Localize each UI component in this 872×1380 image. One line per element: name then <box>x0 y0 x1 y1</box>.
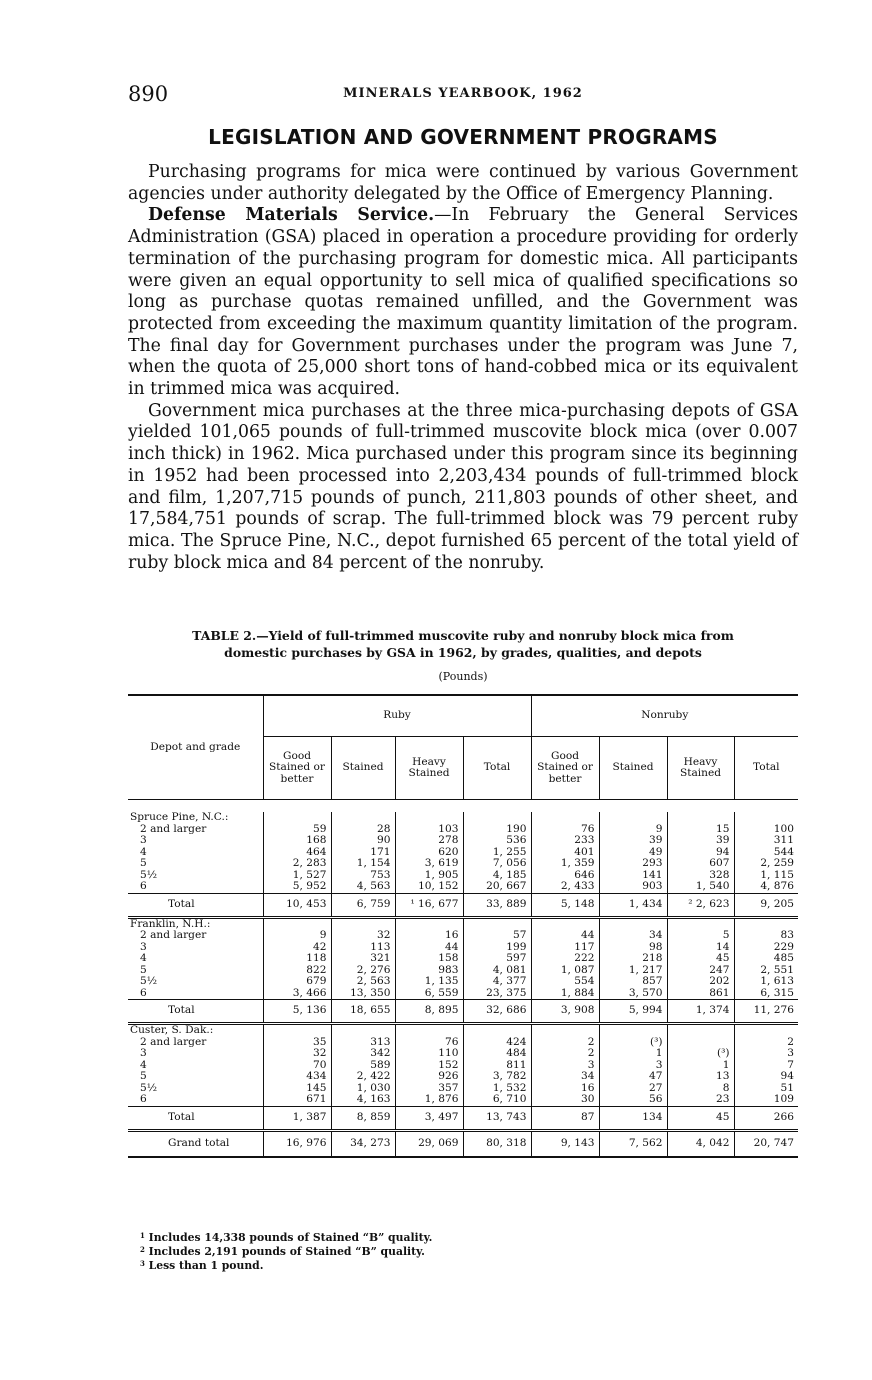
table-cell: 6, 759 <box>331 893 395 917</box>
table-cell: 45 <box>667 1106 734 1130</box>
table-cell: 8, 859 <box>331 1106 395 1130</box>
section-title: LEGISLATION AND GOVERNMENT PROGRAMS <box>208 125 718 149</box>
running-head <box>128 82 798 110</box>
table-cell <box>734 812 798 824</box>
table-cell: 4, 876 <box>734 881 798 893</box>
table-cell: 113 <box>331 942 395 954</box>
table-row <box>128 835 798 847</box>
footnote-mark: 1 <box>140 1231 145 1240</box>
table-cell: 822 <box>306 963 327 976</box>
row-label: Grand total <box>128 1130 263 1157</box>
table-cell: 620 <box>395 847 463 859</box>
table-cell <box>667 812 734 824</box>
row-label: 3 <box>128 942 263 954</box>
table-cell: 23, 375 <box>463 988 531 1000</box>
table-cell: 20, 747 <box>734 1130 798 1157</box>
running-title: MINERALS YEARBOOK, 1962 <box>343 86 583 101</box>
table-cell: 33, 889 <box>463 893 531 917</box>
table-cell: 6, 315 <box>734 988 798 1000</box>
table-cell: 2, 422 <box>331 1071 395 1083</box>
table-cell: 1, 217 <box>599 965 667 977</box>
table-cell: 218 <box>599 953 667 965</box>
table-cell: 2, 276 <box>331 965 395 977</box>
table-cell: 141 <box>599 870 667 882</box>
table-cell: 42 <box>313 940 327 953</box>
row-label: 5½ <box>128 870 263 882</box>
total-row <box>128 893 798 917</box>
spacer-row <box>128 800 798 813</box>
table-cell: 2 <box>734 1037 798 1049</box>
row-label: 2 and larger <box>128 1037 263 1049</box>
table-row <box>128 1083 798 1095</box>
table-cell: 103 <box>395 824 463 836</box>
table-cell: 2, 551 <box>734 965 798 977</box>
table-cell: 1 <box>667 1060 734 1072</box>
table-cell <box>395 1024 463 1037</box>
column-header: Total <box>734 737 798 800</box>
table-row <box>128 965 798 977</box>
table-cell: 926 <box>395 1071 463 1083</box>
table-cell: 1, 613 <box>734 976 798 988</box>
row-label: 4 <box>128 953 263 965</box>
table-cell: 3, 466 <box>292 986 327 999</box>
table-cell: 8 <box>667 1083 734 1095</box>
table-cell: 94 <box>734 1071 798 1083</box>
row-label: Custer, S. Dak.: <box>128 1024 263 1037</box>
footnote <box>140 1230 740 1244</box>
row-label: 5 <box>128 1071 263 1083</box>
table-cell: 4, 185 <box>463 870 531 882</box>
table-row <box>128 847 798 859</box>
paragraph <box>128 205 798 400</box>
table-cell: 311 <box>734 835 798 847</box>
table-cell: 10, 453 <box>263 893 331 917</box>
column-header: Heavy Stained <box>667 737 734 800</box>
group-header-ruby: Ruby <box>263 695 531 737</box>
table-cell: 32 <box>313 1047 327 1059</box>
table-cell: 1, 255 <box>463 847 531 859</box>
table-cell <box>667 1024 734 1037</box>
table-cell <box>395 812 463 824</box>
table-cell: 118 <box>306 952 327 964</box>
table-cell: 3 <box>531 1060 599 1072</box>
table-cell: 94 <box>667 847 734 859</box>
table-cell: 110 <box>395 1048 463 1060</box>
table-cell <box>263 1024 331 1037</box>
row-label: 6 <box>128 881 263 893</box>
table-cell: 59 <box>313 822 327 835</box>
table-cell: 4, 377 <box>463 976 531 988</box>
table-row <box>128 1094 798 1106</box>
table-cell: ¹ 16, 677 <box>395 893 463 917</box>
table-cell: 9 <box>599 824 667 836</box>
table-cell: 49 <box>599 847 667 859</box>
table-cell: 3, 497 <box>395 1106 463 1130</box>
table-cell: 32, 686 <box>463 1000 531 1024</box>
table-cell: 16 <box>531 1083 599 1095</box>
table-cell: 857 <box>599 976 667 988</box>
table-cell: 44 <box>395 942 463 954</box>
table-row <box>128 976 798 988</box>
table-cell: 202 <box>667 976 734 988</box>
table-cell: ² 2, 623 <box>667 893 734 917</box>
table-cell: 1, 527 <box>292 868 327 881</box>
table-cell: 1, 387 <box>263 1106 331 1130</box>
table-cell: 753 <box>331 870 395 882</box>
table-cell: 5 <box>667 930 734 942</box>
table-cell: 7, 056 <box>463 858 531 870</box>
table-cell: 13, 350 <box>331 988 395 1000</box>
row-label: 6 <box>128 988 263 1000</box>
table-cell <box>599 812 667 824</box>
table-cell: 1, 154 <box>331 858 395 870</box>
table-cell: 597 <box>463 953 531 965</box>
table-cell: 39 <box>667 835 734 847</box>
table-cell: 47 <box>599 1071 667 1083</box>
table-cell: 10, 152 <box>395 881 463 893</box>
table-cell: 100 <box>734 824 798 836</box>
table-cell: 342 <box>331 1048 395 1060</box>
table-cell: 13 <box>667 1071 734 1083</box>
table-cell: 56 <box>599 1094 667 1106</box>
table-cell <box>531 1024 599 1037</box>
table-cell: 117 <box>531 942 599 954</box>
table-cell: 39 <box>599 835 667 847</box>
table-cell: 424 <box>463 1037 531 1049</box>
table-cell: 1, 374 <box>667 1000 734 1024</box>
row-label: Total <box>128 1106 263 1130</box>
table-cell: 5, 952 <box>292 880 327 892</box>
table-cell: 158 <box>395 953 463 965</box>
table-cell: 1, 135 <box>395 976 463 988</box>
table-cell: 13, 743 <box>463 1106 531 1130</box>
table-cell: 29, 069 <box>395 1130 463 1157</box>
table-caption <box>128 627 798 661</box>
table-cell: 16, 976 <box>263 1130 331 1157</box>
table-cell: 3, 570 <box>599 988 667 1000</box>
table-cell: 87 <box>531 1106 599 1130</box>
row-label: Total <box>128 893 263 917</box>
table-cell: 464 <box>306 845 327 858</box>
total-row <box>128 1106 798 1130</box>
table-cell: 1, 540 <box>667 881 734 893</box>
body-text <box>128 162 798 574</box>
table-cell: 15 <box>667 824 734 836</box>
table-cell: 4, 163 <box>331 1094 395 1106</box>
table-cell <box>463 812 531 824</box>
row-label: Spruce Pine, N.C.: <box>128 812 263 824</box>
table-cell: 134 <box>599 1106 667 1130</box>
table-cell: 7 <box>734 1060 798 1072</box>
table-cell: 23 <box>667 1094 734 1106</box>
table-cell: 544 <box>734 847 798 859</box>
table-cell: 16 <box>395 930 463 942</box>
table-cell: 35 <box>313 1035 327 1048</box>
table-row <box>128 1060 798 1072</box>
table-body <box>128 800 798 1157</box>
table-cell: 861 <box>667 988 734 1000</box>
table-units: (Pounds) <box>438 670 488 683</box>
table-cell: 45 <box>667 953 734 965</box>
row-label: Total <box>128 1000 263 1024</box>
table-cell <box>734 1024 798 1037</box>
table-row <box>128 1071 798 1083</box>
column-header: Heavy Stained <box>395 737 463 800</box>
table-cell: 34, 273 <box>331 1130 395 1157</box>
table-cell: 9, 205 <box>734 893 798 917</box>
table-cell: 3 <box>599 1060 667 1072</box>
table-caption-line: domestic purchases by GSA in 1962, by grades, qualities, and depots <box>224 645 702 660</box>
page-number: 890 <box>128 82 169 106</box>
footnote-mark: 3 <box>140 1259 145 1268</box>
table-cell: 11, 276 <box>734 1000 798 1024</box>
table-cell: 6, 710 <box>463 1094 531 1106</box>
table-cell: 109 <box>734 1094 798 1106</box>
stub-header: Depot and grade <box>128 695 263 800</box>
table-cell: 44 <box>531 930 599 942</box>
table-cell: 328 <box>667 870 734 882</box>
table-row <box>128 824 798 836</box>
paragraph-text: —In February the General Services Administration (GSA) placed in operation a procedure providing for orderly termination of the purchasing program for domestic mica. All participants were given an equal opportunity to sell mica of qualified specifications so long as purchase quotas remained unfilled, and the Government was protected from exceeding the maximum quantity limitation of the program. The final day for Government purchases under the program was June 7, when the quota of 25,000 short tons of hand-cobbed mica or its equivalent in trimmed mica was acquired. <box>128 205 799 400</box>
table-cell: 190 <box>463 824 531 836</box>
table-cell: 811 <box>463 1060 531 1072</box>
table-cell: 34 <box>531 1071 599 1083</box>
table-cell: 32 <box>331 930 395 942</box>
row-label: 5½ <box>128 1083 263 1095</box>
table-cell: 168 <box>306 834 327 846</box>
table-cell: 70 <box>313 1058 327 1071</box>
table-cell: 357 <box>395 1083 463 1095</box>
table-cell: 1 <box>599 1048 667 1060</box>
footnote-text: Includes 14,338 pounds of Stained “B” quality. <box>148 1231 433 1244</box>
table-cell: 2 <box>531 1037 599 1049</box>
table-cell: 229 <box>734 942 798 954</box>
column-header: Stained <box>331 737 395 800</box>
column-header: Good Stained or better <box>531 737 599 800</box>
table-cell: 671 <box>306 1093 327 1105</box>
table-cell: 76 <box>395 1037 463 1049</box>
yield-table <box>128 694 798 1158</box>
table-cell: 9 <box>319 929 327 941</box>
table-cell: 1, 115 <box>734 870 798 882</box>
table-cell: 1, 532 <box>463 1083 531 1095</box>
table-cell: 1, 884 <box>531 988 599 1000</box>
table-cell: 247 <box>667 965 734 977</box>
table-cell: 293 <box>599 858 667 870</box>
table-cell <box>263 812 331 824</box>
table-cell: 6, 559 <box>395 988 463 1000</box>
row-label: Franklin, N.H.: <box>128 917 263 930</box>
table-cell: 266 <box>734 1106 798 1130</box>
table-cell: 607 <box>667 858 734 870</box>
table-cell: 313 <box>331 1037 395 1049</box>
table-caption-line: TABLE 2.—Yield of full-trimmed muscovite ruby and nonruby block mica from <box>192 628 734 643</box>
table-cell: 5, 136 <box>263 1000 331 1024</box>
table-cell: 51 <box>734 1083 798 1095</box>
table-cell: 2, 433 <box>531 881 599 893</box>
table-cell <box>331 812 395 824</box>
table-cell: (³) <box>599 1037 667 1049</box>
column-header: Good Stained or better <box>263 737 331 800</box>
table-cell: 2, 283 <box>292 857 327 869</box>
table-cell: 18, 655 <box>331 1000 395 1024</box>
column-header: Stained <box>599 737 667 800</box>
table-cell <box>463 1024 531 1037</box>
table-cell <box>599 1024 667 1037</box>
table-cell: 4, 042 <box>667 1130 734 1157</box>
table-cell: 4, 081 <box>463 965 531 977</box>
table-cell: 1, 359 <box>531 858 599 870</box>
row-label: 2 and larger <box>128 930 263 942</box>
table-cell: 90 <box>331 835 395 847</box>
table-cell: 589 <box>331 1060 395 1072</box>
table-cell: 679 <box>306 975 327 987</box>
paragraph <box>128 401 798 575</box>
total-row <box>128 1000 798 1024</box>
table-cell: 8, 895 <box>395 1000 463 1024</box>
table-row <box>128 1037 798 1049</box>
table-cell: 80, 318 <box>463 1130 531 1157</box>
table-cell: 3, 619 <box>395 858 463 870</box>
footnote-text: Less than 1 pound. <box>148 1259 264 1272</box>
table-cell: 34 <box>599 930 667 942</box>
table-cell: 14 <box>667 942 734 954</box>
table-cell: 145 <box>306 1081 327 1094</box>
group-header-nonruby: Nonruby <box>531 695 798 737</box>
row-label: 6 <box>128 1094 263 1106</box>
footnote-text: Includes 2,191 pounds of Stained “B” quality. <box>148 1245 425 1258</box>
table-cell: 5, 148 <box>531 893 599 917</box>
table-cell: 28 <box>331 824 395 836</box>
table-cell: 27 <box>599 1083 667 1095</box>
footnotes <box>140 1230 740 1272</box>
table-row <box>128 930 798 942</box>
table-cell: 646 <box>531 870 599 882</box>
row-label: 5 <box>128 965 263 977</box>
table-cell: 2, 563 <box>331 976 395 988</box>
table-cell: 98 <box>599 942 667 954</box>
table-cell: 321 <box>331 953 395 965</box>
grand-total-row <box>128 1130 798 1157</box>
table-cell: 485 <box>734 953 798 965</box>
table-row <box>128 858 798 870</box>
paragraph-text: Government mica purchases at the three mica-purchasing depots of GSA yielded 101,065 pounds of full-trimmed muscovite block mica (over 0.007 inch thick) in 1962. Mica purchased under this program since its beginning in 1952 had been processed into 2,203,434 pounds of full-trimmed block and film, 1,207,715 pounds of punch, 211,803 pounds of other sheet, and 17,584,751 pounds of scrap. The full-trimmed block was 79 percent ruby mica. The Spruce Pine, N.C., depot furnished 65 percent of the total yield of ruby block mica and 84 percent of the nonruby. <box>128 400 798 573</box>
footnote <box>140 1244 740 1258</box>
table-cell: 1, 434 <box>599 893 667 917</box>
table-cell: 536 <box>463 835 531 847</box>
table-cell: 1, 030 <box>331 1083 395 1095</box>
table-cell: 152 <box>395 1060 463 1072</box>
table-cell: (³) <box>667 1048 734 1060</box>
table-cell: 401 <box>531 847 599 859</box>
table-cell: 222 <box>531 953 599 965</box>
row-label: 5½ <box>128 976 263 988</box>
table-cell: 171 <box>331 847 395 859</box>
table-cell: 76 <box>531 824 599 836</box>
footnote <box>140 1258 740 1272</box>
table-cell: 30 <box>531 1094 599 1106</box>
table-cell: 983 <box>395 965 463 977</box>
table-cell: 2, 259 <box>734 858 798 870</box>
depot-header-row <box>128 1024 798 1037</box>
depot-header-row <box>128 812 798 824</box>
paragraph-text: Purchasing programs for mica were continued by various Government agencies under authority delegated by the Office of Emergency Planning. <box>128 162 798 204</box>
table-cell: 484 <box>463 1048 531 1060</box>
table-cell: 278 <box>395 835 463 847</box>
table-cell: 83 <box>734 930 798 942</box>
depot-header-row <box>128 917 798 930</box>
footnote-mark: 2 <box>140 1245 145 1254</box>
column-header: Total <box>463 737 531 800</box>
table-cell: 1, 876 <box>395 1094 463 1106</box>
table-cell: 4, 563 <box>331 881 395 893</box>
table-row <box>128 1048 798 1060</box>
table-cell: 903 <box>599 881 667 893</box>
paragraph <box>128 162 798 205</box>
table-cell: 20, 667 <box>463 881 531 893</box>
table-cell: 3 <box>734 1048 798 1060</box>
table-cell <box>331 1024 395 1037</box>
table-row <box>128 953 798 965</box>
table-cell: 233 <box>531 835 599 847</box>
table-cell: 3, 908 <box>531 1000 599 1024</box>
table-row <box>128 881 798 893</box>
row-label: 5 <box>128 858 263 870</box>
table-cell: 9, 143 <box>531 1130 599 1157</box>
table-cell: 7, 562 <box>599 1130 667 1157</box>
table-cell: 5, 994 <box>599 1000 667 1024</box>
table-cell: 57 <box>463 930 531 942</box>
row-label: 4 <box>128 847 263 859</box>
row-label: 3 <box>128 835 263 847</box>
table-cell: 2 <box>531 1048 599 1060</box>
row-label: 4 <box>128 1060 263 1072</box>
table-cell <box>531 812 599 824</box>
run-in-heading: Defense Materials Service. <box>148 205 435 226</box>
spacer-cell <box>128 800 798 813</box>
row-label: 3 <box>128 1048 263 1060</box>
table-row <box>128 988 798 1000</box>
table-cell: 1, 087 <box>531 965 599 977</box>
table-cell: 554 <box>531 976 599 988</box>
table-cell: 434 <box>306 1070 327 1082</box>
table-cell: 3, 782 <box>463 1071 531 1083</box>
row-label: 2 and larger <box>128 824 263 836</box>
table-cell: 1, 905 <box>395 870 463 882</box>
table-cell: 199 <box>463 942 531 954</box>
table-row <box>128 942 798 954</box>
